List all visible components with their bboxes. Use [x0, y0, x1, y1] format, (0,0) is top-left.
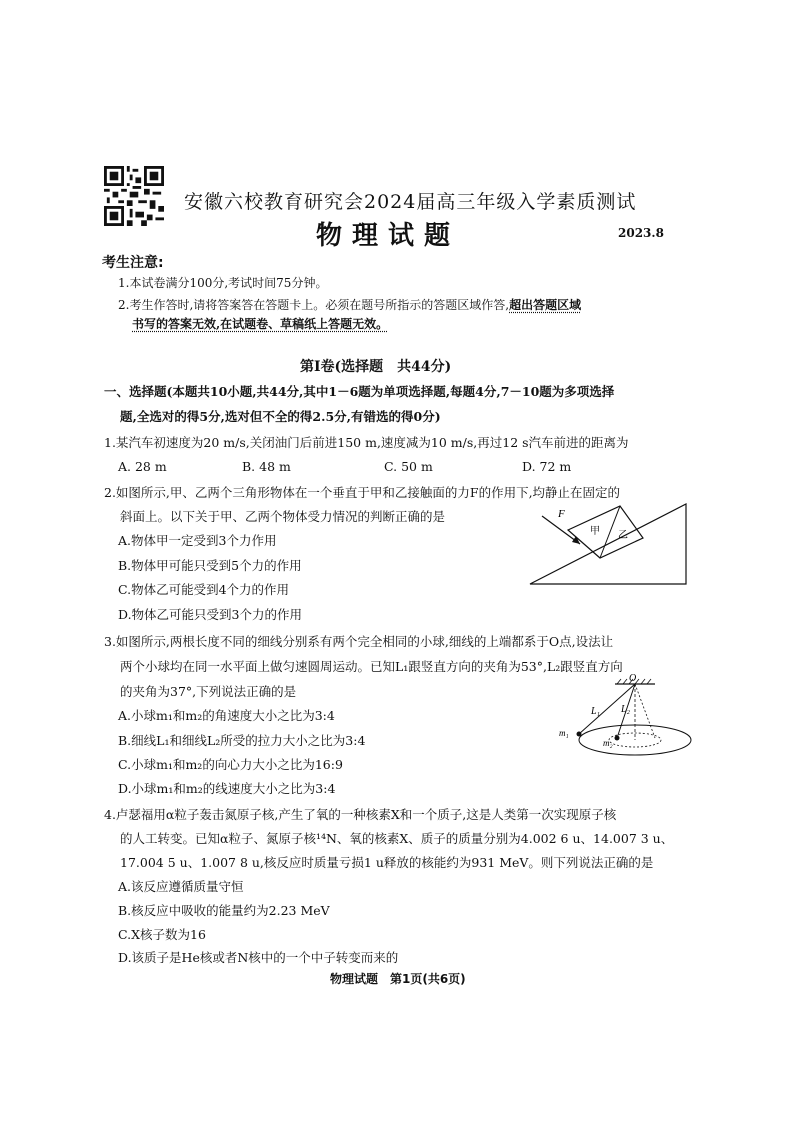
section-title: 第Ⅰ卷(选择题 共44分): [300, 359, 452, 375]
q2-incline-figure: [528, 500, 692, 590]
q2-option-b: B.物体甲可能只受到5个力的作用: [118, 558, 302, 573]
q2-option-c: C.物体乙可能受到4个力的作用: [118, 582, 290, 597]
q2-option-a: A.物体甲一定受到3个力作用: [118, 533, 277, 548]
ball-m1: [577, 732, 582, 737]
q1-option-d: D. 72 m: [522, 459, 572, 474]
q4-stem-line-1: 4.卢瑟福用α粒子轰击氮原子核,产生了氧的一种核素X和一个质子,这是人类第一次实现原子核: [104, 807, 617, 822]
block-jia-label: 甲: [590, 526, 600, 537]
page-footer: 物理试题 第1页(共6页): [330, 972, 466, 986]
notice-item-2-text: 2.考生作答时,请将答案答在答题卡上。必须在题号所指示的答题区域作答,: [118, 298, 510, 312]
q2-option-d: D.物体乙可能只受到3个力的作用: [118, 607, 303, 622]
q4-stem-line-2: 的人工转变。已知α粒子、氮原子核¹⁴N、氧的核素X、质子的质量分别为4.002 6 u、14.007 3 u、: [120, 831, 674, 846]
q3-option-a: A.小球m₁和m₂的角速度大小之比为3:4: [118, 708, 335, 723]
string-l2-label: L₂: [621, 704, 631, 715]
notice-item-2-emphasis: 超出答题区域: [509, 298, 582, 312]
q3-option-d: D.小球m₁和m₂的线速度大小之比为3:4: [118, 781, 336, 796]
notice-item-1: 1.本试卷满分100分,考试时间75分钟。: [118, 276, 328, 290]
q3-stem-line-1: 3.如图所示,两根长度不同的细线分别系有两个完全相同的小球,细线的上端都系于O点,设法让: [104, 634, 614, 649]
q3-option-b: B.细线L₁和细线L₂所受的拉力大小之比为3:4: [118, 733, 366, 748]
ball-m2: [615, 736, 620, 741]
q1-option-a: A. 28 m: [118, 459, 167, 474]
q4-option-d: D.该质子是He核或者N核中的一个中子转变而来的: [118, 950, 399, 965]
qr-code: [104, 166, 164, 226]
notice-heading: 考生注意:: [102, 255, 164, 271]
q3-stem-line-2: 两个小球均在同一水平面上做匀速圆周运动。已知L₁跟竖直方向的夹角为53°,L₂跟竖直方向: [120, 659, 623, 674]
q1-option-b: B. 48 m: [242, 459, 291, 474]
q1-stem: 1.某汽车初速度为20 m/s,关闭油门后前进150 m,速度减为10 m/s,再过12 s汽车前进的距离为: [104, 435, 629, 450]
incline-wedge: [530, 504, 686, 584]
q2-stem-line-1: 2.如图所示,甲、乙两个三角形物体在一个垂直于甲和乙接触面的力F的作用下,均静止在固定的: [104, 485, 621, 500]
q4-option-b: B.核反应中吸收的能量约为2.23 MeV: [118, 903, 330, 918]
q4-option-c: C.X核子数为16: [118, 927, 206, 942]
ball-m2-label: m₂: [603, 738, 613, 748]
q3-option-c: C.小球m₁和m₂的向心力大小之比为16:9: [118, 757, 343, 772]
section-intro-line-2: 题,全选对的得5分,选对但不全的得2.5分,有错选的得0分): [120, 409, 441, 424]
notice-item-2: [118, 297, 581, 314]
q1-option-c: C. 50 m: [384, 459, 433, 474]
exam-date: 2023.8: [618, 226, 664, 240]
q4-stem-line-3: 17.004 5 u、1.007 8 u,核反应时质量亏损1 u释放的核能约为931 MeV。则下列说法正确的是: [120, 855, 654, 870]
string-l1-label: L₁: [591, 706, 601, 717]
exam-title: 安徽六校教育研究会2024届高三年级入学素质测试: [184, 191, 637, 213]
ball-m1-label: m₁: [559, 728, 569, 738]
force-f-label: F: [558, 508, 565, 520]
point-o-label: O: [629, 674, 637, 684]
q3-conical-pendulum-figure: [555, 674, 700, 768]
subject-title: 物理试题: [316, 221, 461, 251]
cone-edge: [635, 684, 655, 738]
notice-item-2-emphasis-line: 书写的答案无效,在试题卷、草稿纸上答题无效。: [132, 317, 389, 331]
q4-option-a: A.该反应遵循质量守恒: [118, 879, 244, 894]
q3-stem-line-3: 的夹角为37°,下列说法正确的是: [120, 684, 297, 699]
q2-stem-line-2: 斜面上。以下关于甲、乙两个物体受力情况的判断正确的是: [120, 509, 446, 524]
block-yi-label: 乙: [618, 530, 628, 541]
section-intro-line-1: 一、选择题(本题共10小题,共44分,其中1－6题为单项选择题,每题4分,7－10题为多项选择: [104, 384, 615, 399]
